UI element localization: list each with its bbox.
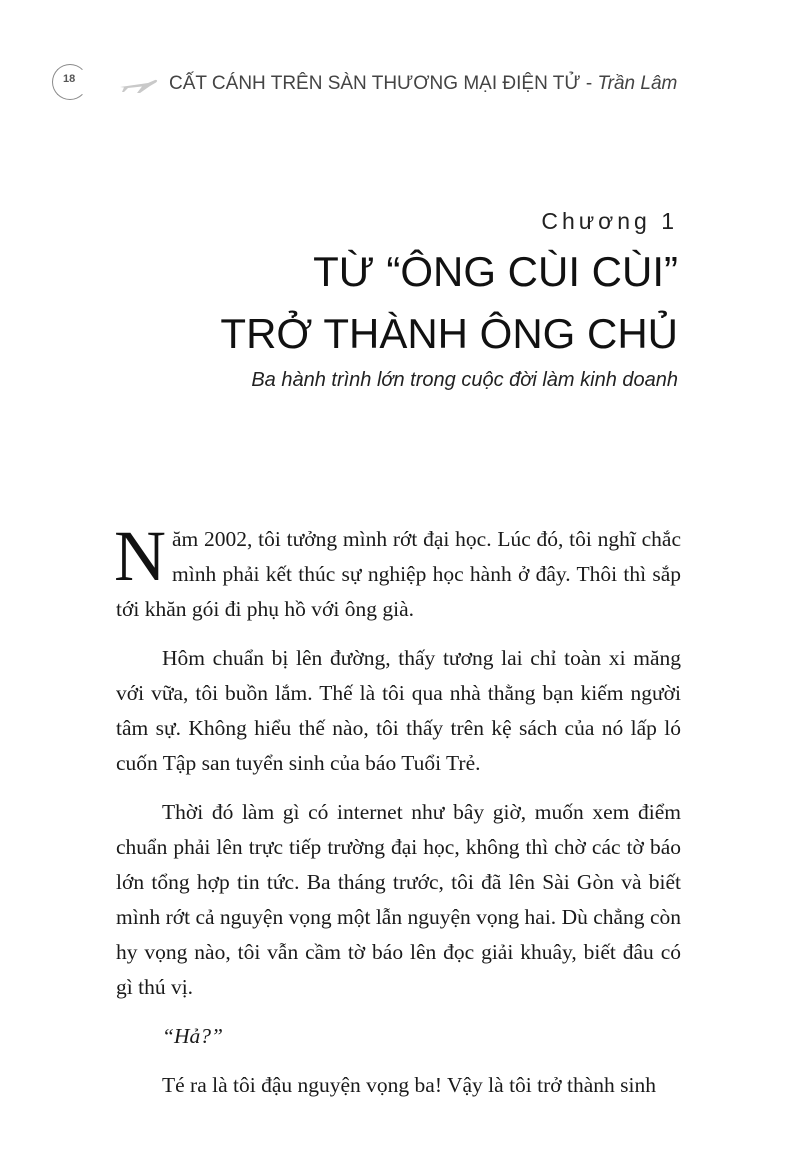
book-author: Trần Lâm (597, 73, 678, 94)
chapter-title-line-1: TỪ “ÔNG CÙI CÙI” (313, 248, 678, 295)
drop-cap: N (114, 516, 166, 596)
running-title (169, 73, 677, 95)
page-number: 18 (63, 73, 76, 85)
chapter-heading (220, 208, 678, 392)
body-text (114, 516, 681, 1117)
paragraph-2: Hôm chuẩn bị lên đường, thấy tương lai chỉ toàn xi măng với vữa, tôi buồn lắm. Thế là tôi qua nhà thằng bạn kiếm người tâm sự. Không hiểu thế nào, tôi thấy trên kệ sách của nó lấp ló cuốn Tập san tuyển sinh của báo Tuổi Trẻ. (116, 646, 681, 775)
paragraph-3: Thời đó làm gì có internet như bây giờ, muốn xem điểm chuẩn phải lên trực tiếp trường đại học, không thì chờ các tờ báo lớn tổng hợp tin tức. Ba tháng trước, tôi đã lên Sài Gòn và biết mình rớt cả nguyện vọng một lẫn nguyện vọng hai. Dù chẳng còn hy vọng nào, tôi vẫn cầm tờ báo lên đọc giải khuây, biết đâu có gì thú vị. (116, 800, 681, 999)
paragraph-1 (114, 516, 681, 627)
paragraph-5: Té ra là tôi đậu nguyện vọng ba! Vậy là tôi trở thành sinh (162, 1073, 657, 1097)
chapter-label: Chương 1 (541, 208, 678, 234)
chapter-subtitle: Ba hành trình lớn trong cuộc đời làm kinh doanh (251, 369, 678, 391)
chapter-title-line-2: TRỞ THÀNH ÔNG CHỦ (220, 310, 678, 357)
book-title: CẤT CÁNH TRÊN SÀN THƯƠNG MẠI ĐIỆN TỬ (169, 73, 581, 94)
title-separator: - (580, 73, 598, 94)
paragraph-4: “Hả?” (162, 1024, 223, 1048)
paragraph-1-text: ăm 2002, tôi tưởng mình rớt đại học. Lúc đó, tôi nghĩ chắc mình phải kết thúc sự nghiệp học hành ở đây. Thôi thì sắp tới khăn gói đi phụ hồ với ông già. (116, 527, 681, 621)
airplane-icon (118, 74, 158, 96)
chapter-title (220, 241, 678, 365)
